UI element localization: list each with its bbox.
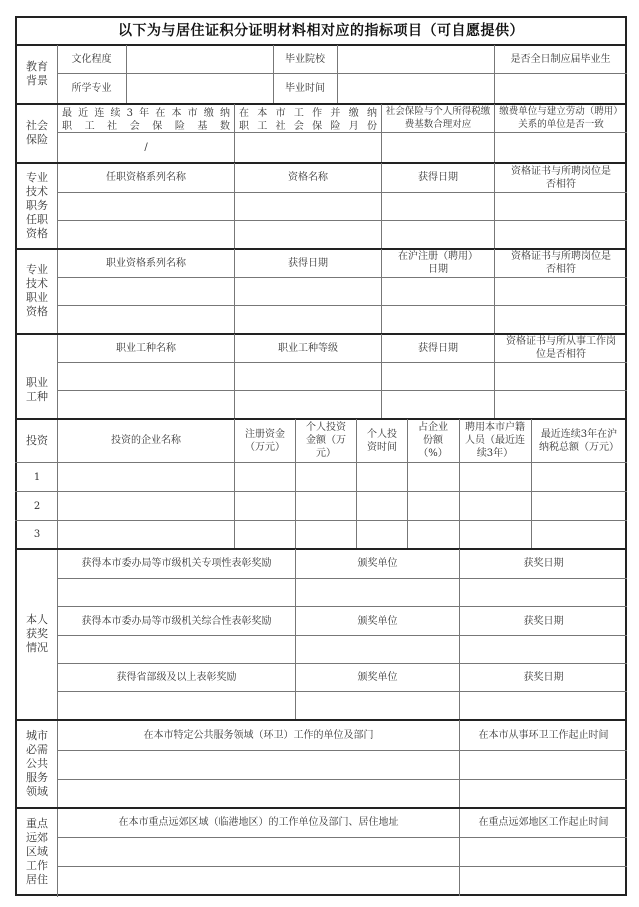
investment-row-field[interactable]: [58, 463, 627, 491]
award-date-header: 获奖日期: [523, 615, 564, 627]
insurance-base-header: 最近连续3年在本市缴纳 职工社会保险基数: [62, 108, 230, 132]
section-label-suburb: 重点远郊区域工作居住: [26, 816, 48, 886]
major-label: 所学专业: [71, 82, 112, 94]
column-header: 注册资金（万元）: [245, 428, 285, 453]
award-row-field[interactable]: [58, 579, 627, 606]
insurance-base-field[interactable]: /: [144, 142, 148, 153]
column-header: 资格证书与所从事工作岗位是否相符: [506, 336, 616, 360]
public-service-row-field[interactable]: [58, 780, 627, 807]
school-label: 毕业院校: [285, 53, 325, 65]
column-header: 个人投资金额（万元）: [306, 422, 346, 459]
section-label-investment: 投资: [26, 433, 48, 447]
culture-level-label: 文化程度: [71, 53, 112, 65]
column-header: 在本市重点远郊区域（临港地区）的工作单位及部门、居住地址: [118, 817, 399, 828]
suburb-row-field[interactable]: [58, 838, 625, 866]
award-issuer-header: 颁奖单位: [357, 672, 398, 683]
row-number: 2: [33, 500, 41, 512]
column-header: 聘用本市户籍人员（最近连续3年）: [465, 422, 525, 459]
suburb-row-field[interactable]: [58, 867, 625, 894]
prof-qual-row-field[interactable]: [58, 306, 627, 333]
section-label-prof-title: 专业技术职务任职资格: [26, 170, 48, 240]
award-issuer-header: 颁奖单位: [357, 558, 398, 569]
school-field[interactable]: [338, 45, 494, 73]
award-issuer-header: 颁奖单位: [357, 615, 398, 627]
section-label-education: 教育背景: [26, 60, 48, 87]
fulltime-graduate-field[interactable]: [495, 73, 627, 103]
column-header: 在沪注册（聘用）日期: [398, 251, 478, 275]
employer-match-field[interactable]: [495, 133, 627, 162]
award-date-header: 获奖日期: [523, 672, 564, 683]
award-date-header: 获奖日期: [523, 558, 564, 569]
row-number: 3: [33, 529, 41, 540]
column-header: 资格证书与所聘岗位是否相符: [511, 251, 611, 275]
column-header: 资格名称: [288, 172, 328, 183]
occupation-row-field[interactable]: [58, 391, 627, 418]
award-category-header: 获得本市委办局等市级机关专项性表彰奖励: [81, 558, 272, 569]
column-header: 最近连续3年在沪纳税总额（万元）: [539, 428, 619, 453]
prof-title-row-field[interactable]: [58, 193, 627, 220]
column-header: 获得日期: [418, 342, 458, 354]
column-header: 投资的企业名称: [111, 435, 181, 446]
grad-time-label: 毕业时间: [285, 82, 325, 94]
award-row-field[interactable]: [58, 636, 627, 663]
section-label-prof-qual: 专业技术职业资格: [26, 263, 48, 318]
prof-qual-row-field[interactable]: [58, 278, 627, 305]
culture-level-field[interactable]: [127, 45, 273, 73]
column-header: 资格证书与所聘岗位是否相符: [511, 165, 611, 190]
fulltime-graduate-label: 是否全日制应届毕业生: [510, 53, 611, 65]
column-header: 在本市特定公共服务领域（环卫）工作的单位及部门: [143, 729, 374, 741]
column-header: 个人投资时间: [367, 428, 397, 453]
public-service-row-field[interactable]: [58, 751, 627, 779]
column-header: 在本市从事环卫工作起止时间: [478, 729, 609, 741]
award-category-header: 获得省部级及以上表彰奖励: [116, 672, 237, 683]
grad-time-field[interactable]: [338, 73, 494, 103]
employer-match-header: 缴费单位与建立劳动（聘用）关系的单位是否一致: [499, 106, 623, 130]
tax-base-match-header: 社会保险与个人所得税缴费基数合理对应: [385, 106, 491, 130]
section-label-social-insurance: 社会保险: [26, 119, 48, 146]
column-header: 获得日期: [418, 172, 458, 183]
column-header: 职业工种名称: [116, 342, 176, 354]
insurance-months-header: 在本市工作并缴纳 职工社会保险月份: [239, 108, 377, 132]
major-field[interactable]: [127, 73, 273, 103]
column-header: 职业资格系列名称: [106, 257, 186, 269]
column-header: 职业工种等级: [278, 342, 338, 354]
investment-row-field[interactable]: [58, 492, 627, 520]
tax-base-match-field[interactable]: [382, 133, 494, 162]
column-header: 占企业份额（%）: [418, 422, 448, 459]
prof-title-row-field[interactable]: [58, 221, 627, 248]
insurance-months-field[interactable]: [235, 133, 381, 162]
row-number: 1: [33, 471, 41, 483]
investment-row-field[interactable]: [58, 521, 627, 548]
column-header: 任职资格系列名称: [106, 172, 186, 183]
section-label-public-service: 城市必需公共服务领域: [26, 728, 48, 798]
form-title: 以下为与居住证积分证明材料相对应的指标项目（可自愿提供）: [118, 22, 524, 39]
award-category-header: 获得本市委办局等市级机关综合性表彰奖励: [81, 615, 272, 627]
column-header: 在重点远郊地区工作起止时间: [478, 817, 609, 828]
column-header: 获得日期: [288, 257, 328, 269]
section-label-awards: 本人获奖情况: [26, 613, 48, 654]
award-row-field[interactable]: [58, 692, 627, 719]
section-label-occupation: 职业工种: [26, 376, 48, 403]
occupation-row-field[interactable]: [58, 363, 627, 390]
